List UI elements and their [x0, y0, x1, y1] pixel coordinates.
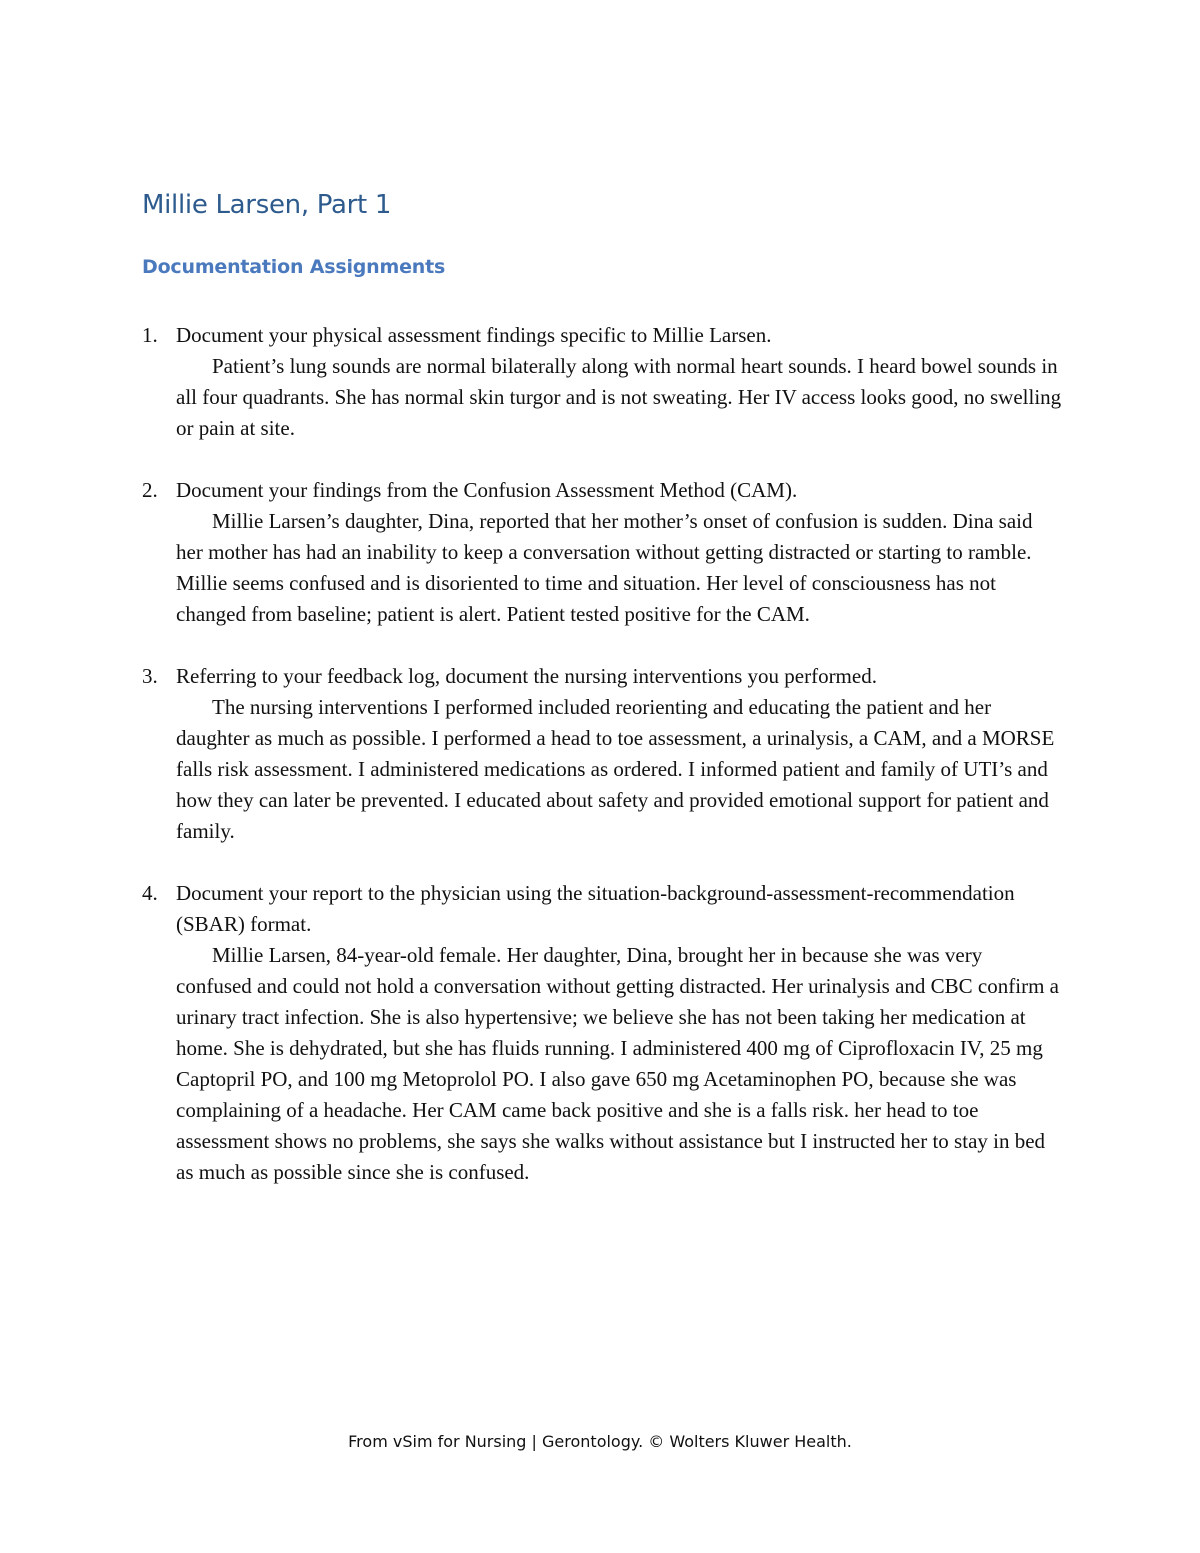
assignment-list [142, 320, 1062, 1219]
assignment-item-4 [142, 878, 1062, 1188]
item-answer: Millie Larsen’s daughter, Dina, reported that her mother’s onset of confusion is sudden. Dina said her mother has had an inability to keep a conversation without getting distracted or starting to ramble. Millie seems confused and is disoriented to time and situation. Her level of consciousness has not changed from baseline; patient is alert. Patient tested positive for the CAM. [176, 509, 1033, 626]
page-title: Millie Larsen, Part 1 [142, 190, 392, 220]
item-prompt: Document your findings from the Confusion Assessment Method (CAM). [176, 478, 798, 502]
item-answer: The nursing interventions I performed included reorienting and educating the patient and her daughter as much as possible. I performed a head to toe assessment, a urinalysis, a CAM, and a MORSE falls risk assessment. I administered medications as ordered. I informed patient and family of UTI’s and how they can later be prevented. I educated about safety and provided emotional support for patient and family. [176, 695, 1055, 843]
assignment-item-1 [142, 320, 1062, 444]
page-footer: From vSim for Nursing | Gerontology. © Wolters Kluwer Health. [348, 1432, 852, 1451]
item-prompt: Document your physical assessment findings specific to Millie Larsen. [176, 323, 772, 347]
item-number: 1. [142, 323, 158, 347]
item-number: 3. [142, 664, 158, 688]
item-prompt: Document your report to the physician using the situation-background-assessment-recommendation (SBAR) format. [176, 881, 1015, 936]
item-answer: Millie Larsen, 84-year-old female. Her daughter, Dina, brought her in because she was very confused and could not hold a conversation without getting distracted. Her urinalysis and CBC confirm a urinary tract infection. She is also hypertensive; we believe she has not been taking her medication at home. She is dehydrated, but she has fluids running. I administered 400 mg of Ciprofloxacin IV, 25 mg Captopril PO, and 100 mg Metoprolol PO. I also gave 650 mg Acetaminophen PO, because she was complaining of a headache. Her CAM came back positive and she is a falls risk. her head to toe assessment shows no problems, she says she walks without assistance but I instructed her to stay in bed as much as possible since she is confused. [176, 943, 1059, 1184]
assignment-item-3 [142, 661, 1062, 847]
item-number: 4. [142, 881, 158, 905]
item-answer: Patient’s lung sounds are normal bilaterally along with normal heart sounds. I heard bowel sounds in all four quadrants. She has normal skin turgor and is not sweating. Her IV access looks good, no swelling or pain at site. [176, 354, 1062, 440]
section-heading: Documentation Assignments [142, 256, 446, 278]
item-prompt: Referring to your feedback log, document the nursing interventions you performed. [176, 664, 877, 688]
assignment-item-2 [142, 475, 1062, 630]
item-number: 2. [142, 478, 158, 502]
